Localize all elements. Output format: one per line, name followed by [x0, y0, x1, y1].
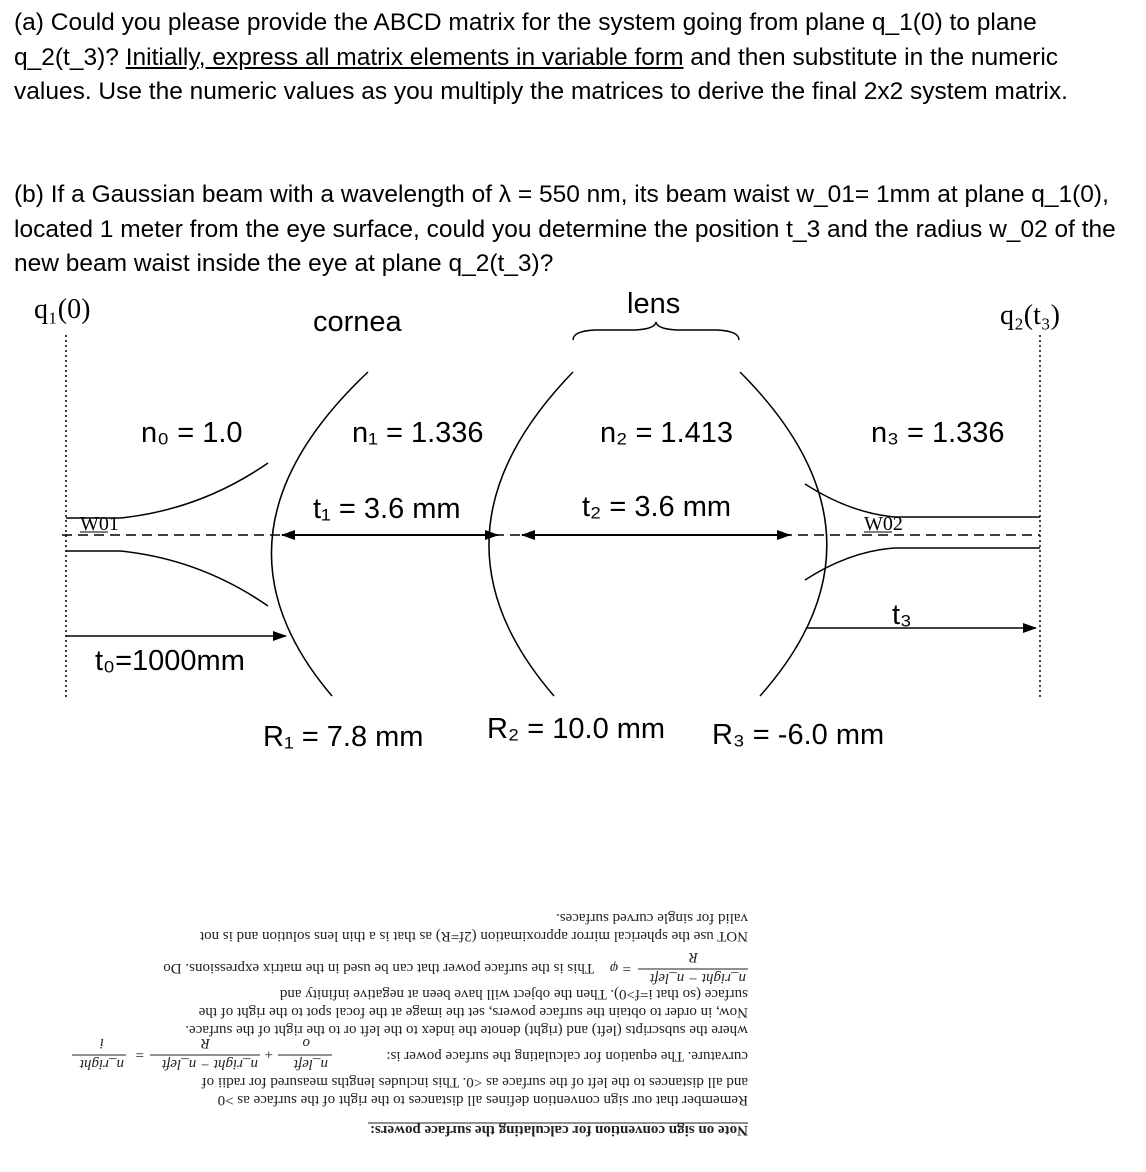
surface-power-equation [72, 1035, 332, 1072]
eq2-num: n_right − n_left [650, 970, 746, 986]
n3-label: n₃ = 1.336 [871, 417, 1005, 449]
lens-brace [573, 322, 739, 340]
eq-mid-num: n_right − n_left [162, 1056, 258, 1072]
note-line-4: where the subscripts (left) and (right) denote the index to the left or to the right of the surface. [185, 1022, 748, 1038]
eq-left-den: o [302, 1035, 310, 1051]
t0-label: t₀=1000mm [95, 645, 245, 677]
note-line-6: surface (so that i=f>0). Then the object will have been at negative infinity and [279, 986, 748, 1002]
eq-equals: = [135, 1046, 144, 1062]
lens-label: lens [627, 288, 681, 320]
beam-envelope-right-top [805, 484, 1040, 517]
eq-left-num: n_left [293, 1056, 328, 1072]
t1-label: t₁ = 3.6 mm [313, 493, 461, 525]
R1-label: R₁ = 7.8 mm [263, 721, 424, 753]
eq-right-num: n_right [79, 1056, 124, 1072]
beam-envelope-right-bottom [805, 548, 1040, 580]
note-line-1: Remember that our sign convention defines all distances to the right of the surface as >0 [217, 1092, 748, 1108]
sign-convention-note [72, 910, 748, 1138]
note-title: Note on sign convention for calculating the surface powers: [369, 1122, 748, 1138]
cornea-label: cornea [313, 306, 402, 338]
note-line-3: curvature. The equation for calculating the surface power is: [386, 1048, 748, 1064]
eq2-den: R [688, 949, 698, 965]
R3-label: R₃ = -6.0 mm [712, 719, 885, 751]
w01-label: W01 [80, 513, 119, 535]
R2-label: R₂ = 10.0 mm [487, 713, 666, 745]
question-b: (b) If a Gaussian beam with a wavelength of λ = 550 nm, its beam waist w_01= 1mm at plane q_1(0), located 1 meter from the eye surface, could you determine the position t_3 and the radius w_02 of the new beam waist inside the eye at plane q_2(t_3)? [14, 181, 1116, 277]
question-a-text-after: and then substitute in the numeric values. Use the numeric values as you multiply the matrices to derive the final 2x2 system matrix. [14, 43, 1068, 105]
note-line-2: and all distances to the left of the surface as <0. This includes lengths measured for radii of [201, 1074, 748, 1090]
eq-plus: + [264, 1046, 273, 1062]
n0-label: n₀ = 1.0 [141, 417, 243, 449]
eq-right-den: i [99, 1035, 104, 1051]
note-line-9: valid for single curved surfaces. [555, 910, 748, 926]
note-line-7: This is the surface power that can be used in the matrix expressions. Do [163, 960, 594, 976]
eq-mid-den: R [200, 1035, 210, 1051]
question-a-underlined: Initially, express all matrix elements in variable form [125, 43, 684, 71]
note-line-5: Now, in order to obtain the surface powers, set the image at the focal spot to the right of the [198, 1004, 748, 1020]
t3-label: t₃ [892, 599, 912, 631]
n2-label: n₂ = 1.413 [600, 417, 734, 449]
beam-envelope-left-bottom [66, 551, 268, 606]
w02-label: W02 [864, 513, 903, 535]
t2-label: t₂ = 3.6 mm [582, 491, 732, 523]
surface-power-phi-equation [163, 949, 748, 986]
plane-right-label: q₂(t₃) [1000, 300, 1060, 331]
question-a-text-before: (a) Could you please provide the ABCD matrix for the system going from plane q_1(0) to plane q_2(t_3)? [14, 9, 1037, 71]
plane-left-label: q₁(0) [34, 294, 91, 325]
note-line-8: NOT use the spherical mirror approximation (2f=R) as that is a thin lens solution and is not [199, 928, 748, 944]
eq2-phi: = φ [609, 960, 632, 976]
n1-label: n₁ = 1.336 [352, 417, 484, 449]
beam-envelope-left-top [66, 463, 268, 518]
